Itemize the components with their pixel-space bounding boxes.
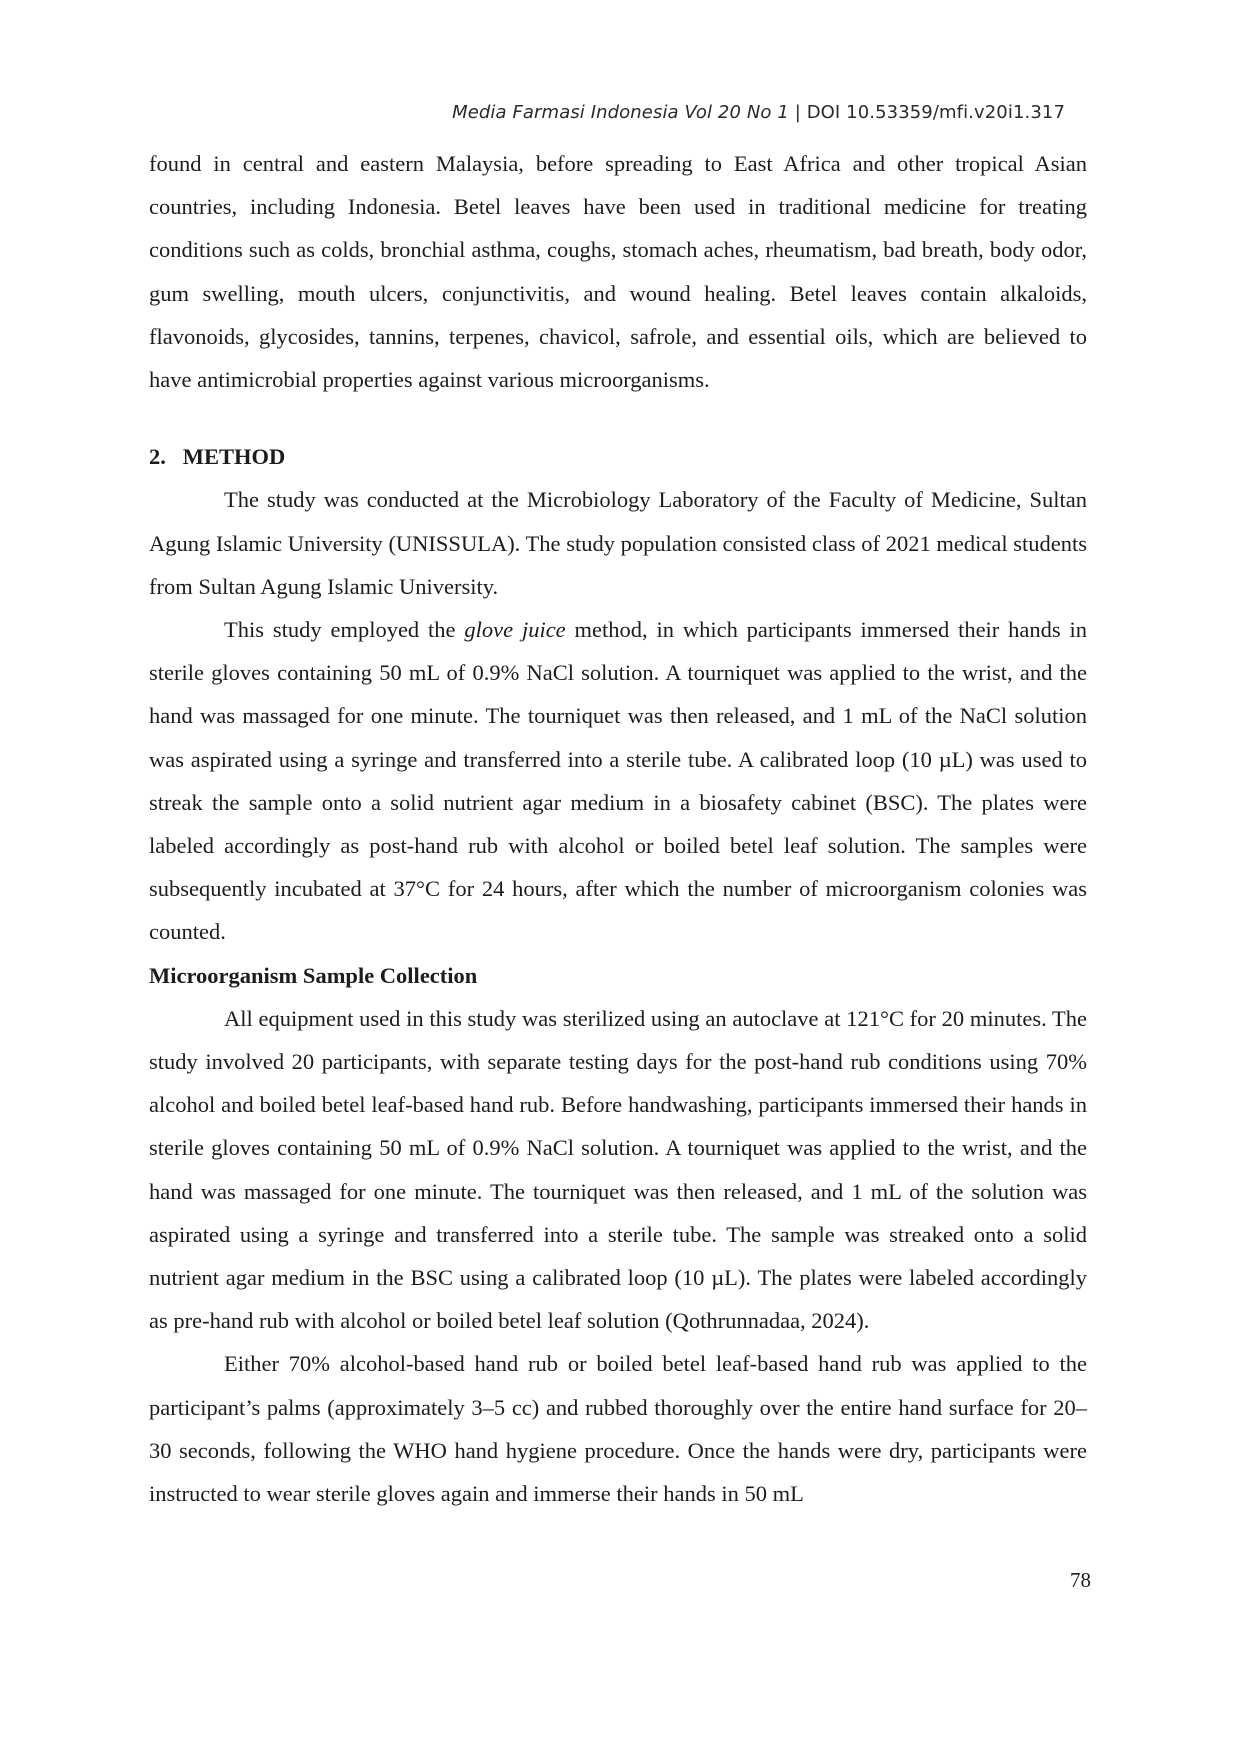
page-number: 78 xyxy=(1070,1568,1091,1592)
paragraph-collection-1: All equipment used in this study was sterilized using an autoclave at 121°C for 20 minutes. The study involved 20 participants, with separate testing days for the post-hand rub conditions using 70% alcohol and boiled betel leaf-based hand rub. Before handwashing, participants immersed their hands in sterile gloves containing 50 mL of 0.9% NaCl solution. A tourniquet was applied to the wrist, and the hand was massaged for one minute. The tourniquet was then released, and 1 mL of the solution was aspirated using a syringe and transferred into a sterile tube. The sample was streaked onto a solid nutrient agar medium in the BSC using a calibrated loop (10 µL). The plates were labeled accordingly as pre-hand rub with alcohol or boiled betel leaf solution (Qothrunnadaa, 2024). xyxy=(149,1005,1087,1334)
paragraph-method-2 xyxy=(149,608,1087,954)
journal-name: Media Farmasi Indonesia Vol 20 No 1 xyxy=(452,102,789,123)
body-text xyxy=(149,142,1087,1515)
paragraph-method-1: The study was conducted at the Microbiology Laboratory of the Faculty of Medicine, Sultan Agung Islamic University (UNISSULA). The study population consisted class of 2021 medical students from Sultan Agung Islamic University. xyxy=(149,487,1087,599)
header-separator: | xyxy=(794,102,801,123)
doi-text: DOI 10.53359/mfi.v20i1.317 xyxy=(806,102,1065,123)
paragraph-collection-2: Either 70% alcohol-based hand rub or boiled betel leaf-based hand rub was applied to the participant’s palms (approximately 3–5 cc) and rubbed thoroughly over the entire hand surface for 20–30 seconds, following the WHO hand hygiene procedure. Once the hands were dry, participants were instructed to wear sterile gloves again and immerse their hands in 50 mL xyxy=(149,1351,1087,1507)
section-gap xyxy=(149,401,1087,435)
method-2-text-start: This study employed the xyxy=(224,617,465,643)
paragraph-intro-continuation: found in central and eastern Malaysia, before spreading to East Africa and other tropical Asian countries, including Indonesia. Betel leaves have been used in traditional medicine for treating conditions such as colds, bronchial asthma, coughs, stomach aches, rheumatism, bad breath, body odor, gum swelling, mouth ulcers, conjunctivitis, and wound healing. Betel leaves contain alkaloids, flavonoids, glycosides, tannins, terpenes, chavicol, safrole, and essential oils, which are believed to have antimicrobial properties against various microorganisms. xyxy=(149,151,1087,393)
section-heading-method: 2. METHOD xyxy=(149,444,286,470)
running-header xyxy=(452,102,1065,123)
method-2-italic-term: glove juice xyxy=(464,617,566,643)
method-2-text-end: method, in which participants immersed their hands in sterile gloves containing 50 mL of 0.9% NaCl solution. A tourniquet was applied to the wrist, and the hand was massaged for one minute. The tourniquet was then released, and 1 mL of the NaCl solution was aspirated using a syringe and transferred into a sterile tube. A calibrated loop (10 µL) was used to streak the sample onto a solid nutrient agar medium in a biosafety cabinet (BSC). The plates were labeled accordingly as post-hand rub with alcohol or boiled betel leaf solution. The samples were subsequently incubated at 37°C for 24 hours, after which the number of microorganism colonies was counted. xyxy=(149,617,1087,945)
subheading-sample-collection: Microorganism Sample Collection xyxy=(149,962,478,988)
